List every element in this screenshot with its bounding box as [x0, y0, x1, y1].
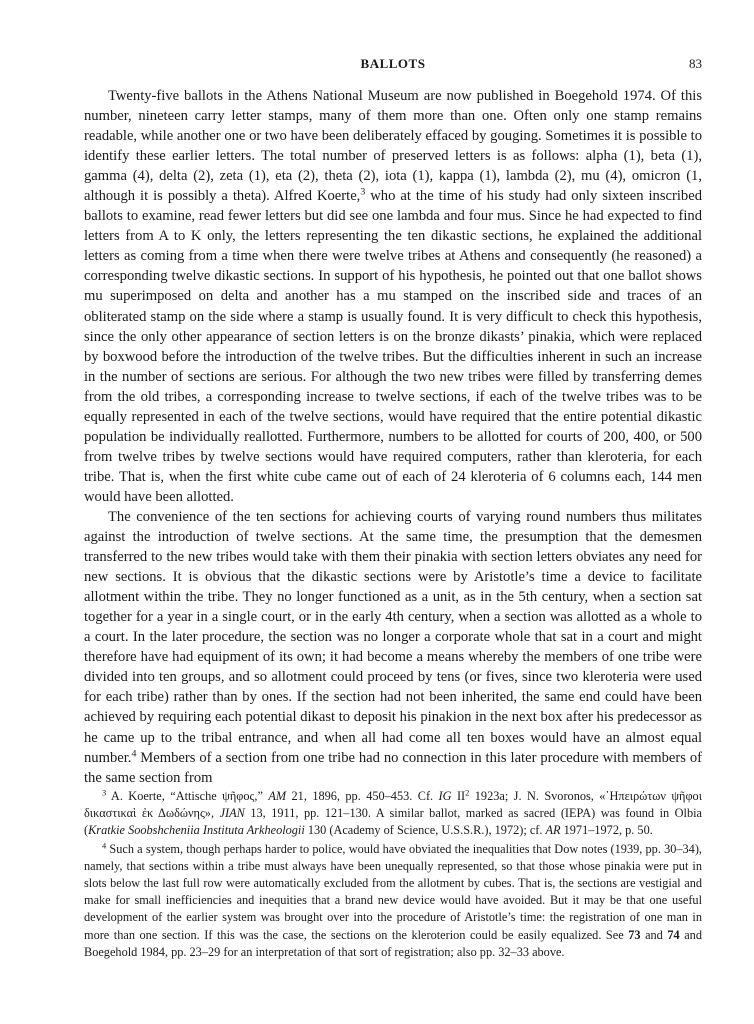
footnote-3-text: 13, 1911, pp. 121–130. A similar ballot, marked as sacred (ΙΕΡΑ) was found in Olbia (	[84, 806, 702, 838]
footnote-3-journal-am: AM	[268, 789, 287, 803]
footnote-4-ref-74: 74	[667, 927, 680, 942]
footnote-3-text: 21, 1896, pp. 450–453. Cf.	[286, 789, 439, 803]
paragraph-1-text-b: who at the time of his study had only sixteen inscribed ballots to examine, read fewer letters but did see one lambda and four mus. Since he had expected to find letters from A to K only, the letters representing the ten dikastic sections, he explained the additional letters as coming from a time when there were twelve tribes at Athens and consequently (he reasoned) a corresponding twelve dikastic sections. In support of his hypothesis, he pointed out that one ballot shows mu superimposed on delta and another has a mu stamped on the inscribed side and traces of an obliterated stamp on the side where a stamp is usually found. It is very difficult to check this hypothesis, since the only other appearance of section letters is on the bronze dikasts’ pinakia, which were replaced by boxwood before the introduction of the twelve tribes. But the difficulties inherent in such an increase in the number of sections are serious. For although the two new tribes were filled by transferring demes from the old tribes, a corresponding increase to twelve sections, if each of the twelve tribes was to be equally represented in each of the twelve sections, would have required that the entire potential dikastic population be individually reallotted. Furthermore, numbers to be allotted for courts of 200, 400, or 500 from twelve tribes by twelve sections would have required computers, rather than kleroteria, for each tribe. That is, when the first white cube came out of each of 24 kleroteria of 6 columns each, 144 men would have been allotted.	[84, 188, 703, 505]
footnote-3	[84, 788, 702, 840]
footnote-4-text: and	[640, 927, 668, 942]
page-number: 83	[689, 56, 702, 71]
footnote-3-text: A. Koerte, “Attische ψῆφος,”	[106, 789, 269, 803]
footnote-3-text: 1971–1972, p. 50.	[560, 823, 653, 838]
paragraph-1	[84, 86, 702, 507]
footnote-4-ref-73: 73	[628, 927, 641, 942]
footnote-4	[84, 841, 702, 961]
footnote-3-journal-kratkie: Kratkie Soobshcheniia Instituta Arkheologii	[88, 823, 305, 838]
footnote-4-text: Such a system, though perhaps harder to police, would have obviated the inequalities that Dow notes (1939, pp. 30–34), namely, that sections within a tribe must always have been unequally represented, so that those whose pinakia were put in slots below the last full row were automatically excluded from the allotment by cubes. That is, the sections are vestigial and make for small inefficiencies and inequities that a brand new device would have avoided. But it may be that one useful development of the earlier system was brought over into the procedure of Aristotle’s time: the registration of one man in more than one section. If this was the case, the sections on the kleroterion could be easily equalized. See	[84, 841, 702, 942]
paragraph-1-text-a: Twenty-five ballots in the Athens National Museum are now published in Boegehold 1974. Of this number, nineteen carry letter stamps, many of them more than one. Often only one stamp remains readable, while another one or two have been deliberately effaced by gouging. Sometimes it is possible to identify these earlier letters. The total number of preserved letters is as follows: alpha (1), beta (1), gamma (4), delta (2), zeta (1), eta (2), theta (2), iota (1), kappa (1), lambda (2), mu (4), omicron (1, although it is possibly a theta). Alfred Koerte,	[84, 88, 702, 205]
footnote-3-journal-jian: JIAN	[219, 806, 245, 821]
footnote-3-journal-ar: AR	[545, 823, 561, 838]
paragraph-2	[84, 507, 702, 788]
footnote-4-number: 4	[102, 841, 107, 851]
footnote-ref-4: 4	[131, 748, 137, 760]
paragraph-2-text-b: Members of a section from one tribe had no connection in this later procedure with members of the same section from	[84, 749, 702, 786]
footnote-3-journal-ig: IG	[438, 789, 452, 803]
footnote-3-text: 1923a; J. N. Svoronos, «᾿Ηπειρώτων ψῆφοι δικαστικαὶ ἐκ Δωδώνης»,	[84, 789, 703, 821]
body-text	[84, 86, 702, 788]
footnote-ref-3: 3	[360, 186, 366, 198]
footnotes	[84, 788, 702, 962]
footnote-3-text: 130 (Academy of Science, U.S.S.R.), 1972); cf.	[304, 823, 546, 838]
footnote-3-ig-edition: 2	[465, 788, 470, 798]
running-head: BALLOTS	[360, 56, 426, 71]
footnote-3-number: 3	[102, 788, 107, 798]
footnote-4-text: and Boegehold 1984, pp. 23–29 for an interpretation of that sort of registration; also pp. 32–33 above.	[84, 927, 702, 959]
paragraph-2-text-a: The convenience of the ten sections for achieving courts of varying round numbers thus militates against the introduction of twelve sections. At the same time, the presumption that the demesmen transferred to the new tribes would take with them their pinakia with section letters obviates any need for new sections. It is obvious that the dikastic sections were by Aristotle’s time a device to facilitate allotment within the tribe. They no longer functioned as a unit, as in the 5th century, when a section sat together for a year in a single court, or in the early 4th century, when a section was allotted as a whole to a court. In the later procedure, the section was no longer a corporate whole that sat in a court and might therefore have had equipment of its own; it had become a means whereby the members of one tribe were divided into ten groups, and so allotment could proceed by tens (or fives, since two kleroteria were used for each tribe) rather than by ones. If the section had not been inherited, the same end could have been achieved by requiring each potential dikast to deposit his pinakion in the next box after his predecessor as he came up to the tribal entrance, and when all had come all ten boxes would have an almost equal number.	[84, 508, 702, 766]
page-header	[84, 56, 702, 76]
footnote-3-text: II	[451, 789, 466, 803]
